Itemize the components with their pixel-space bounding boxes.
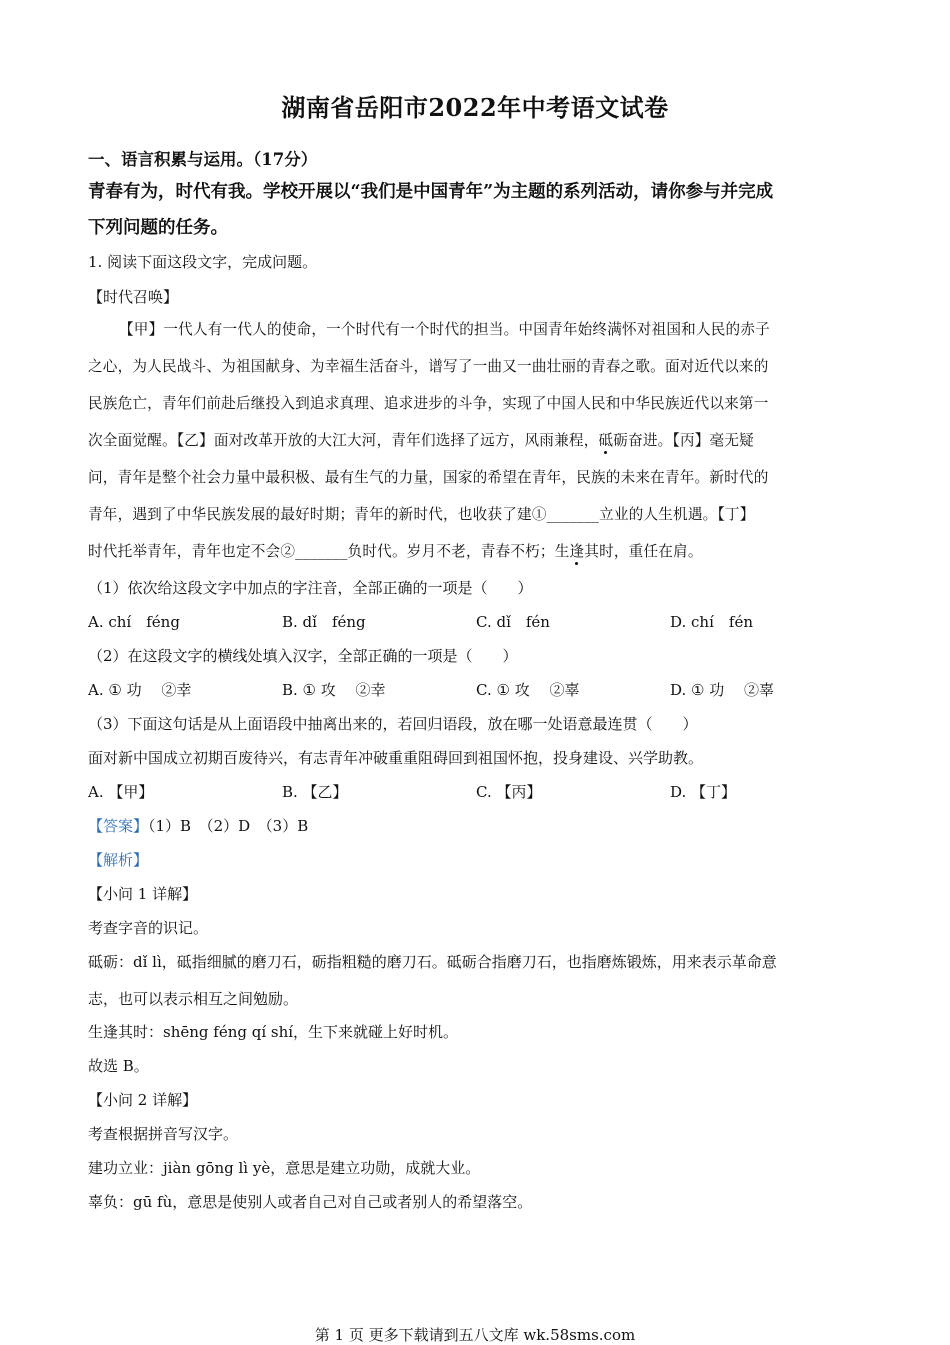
detail-1-line: 考查字音的识记。 [88,919,209,937]
sub3-option-d: D. 【丁】 [670,783,737,801]
question-1-stem: 1. 阅读下面这段文字，完成问题。 [88,253,318,271]
dotted-char-feng: 逢 [570,540,585,561]
sub-question-1: （1）依次给这段文字中加点的字注音，全部正确的一项是（ ） [88,579,533,597]
section-heading: 一、语言积累与运用。（17分） [88,150,318,169]
passage-line-4 [88,429,754,450]
passage-line-7-a: 时代托举青年，青年也定不会②_______负时代。岁月不老，青春不朽；生 [88,543,570,560]
passage-line-6: 青年，遇到了中华民族发展的最好时期；青年的新时代，也收获了建①_______立业的人生机遇。【丁】 [88,506,755,523]
answer-text: （1）B （2）D （3）B [148,817,309,835]
passage-line-7-b: 其时，重任在肩。 [584,543,703,560]
dotted-char-di: 砥 [598,429,613,450]
passage-line-1: 【甲】一代人有一代人的使命，一个时代有一个时代的担当。中国青年始终满怀对祖国和人民的赤子 [119,321,770,338]
sub2-option-c: C. ① 攻 ②辜 [476,681,580,699]
sub1-option-b: B. dǐ féng [282,613,366,631]
passage-line-5: 问，青年是整个社会力量中最积极、最有生气的力量，国家的希望在青年，民族的未来在青年。新时代的 [88,469,769,486]
passage-tag: 【时代召唤】 [88,288,179,306]
intro-line-2: 下列问题的任务。 [88,218,228,238]
page-title: 湖南省岳阳市2022年中考语文试卷 [281,93,669,122]
sub2-option-b: B. ① 攻 ②幸 [282,681,386,699]
passage-line-4-a: 次全面觉醒。【乙】面对改革开放的大江大河，青年们选择了远方，风雨兼程， [88,432,599,449]
detail-1-label: 【小问 1 详解】 [88,885,198,903]
detail-2-line: 建功立业：jiàn gōng lì yè，意思是建立功勋，成就大业。 [88,1159,481,1177]
detail-2-line: 辜负：gū fù，意思是使别人或者自己对自己或者别人的希望落空。 [88,1193,533,1211]
page-footer: 第 1 页 更多下载请到五八文库 wk.58sms.com [314,1326,636,1344]
sub3-option-c: C. 【丙】 [476,783,542,801]
intro-line-1: 青春有为，时代有我。学校开展以“我们是中国青年”为主题的系列活动，请你参与并完成 [88,182,774,202]
detail-2-line: 考查根据拼音写汉字。 [88,1125,239,1143]
detail-1-line: 生逢其时：shēng féng qí shí，生下来就碰上好时机。 [88,1023,459,1041]
passage-line-3: 民族危亡，青年们前赴后继投入到追求真理、追求进步的斗争，实现了中国人民和中华民族近代以来第一 [88,395,769,412]
sub-question-3: （3）下面这句话是从上面语段中抽离出来的，若回归语段，放在哪一处语意最连贯（ ） [88,715,698,733]
analysis-label: 【解析】 [88,851,149,869]
detail-2-label: 【小问 2 详解】 [88,1091,198,1109]
sub3-option-a: A. 【甲】 [88,783,154,801]
passage-line-2: 之心，为人民战斗、为祖国献身、为幸福生活奋斗，谱写了一曲又一曲壮丽的青春之歌。面对近代以来的 [88,358,769,375]
sub2-option-a: A. ① 功 ②幸 [88,681,192,699]
sub3-sentence: 面对新中国成立初期百废待兴，有志青年冲破重重阻碍回到祖国怀抱，投身建设、兴学助教。 [88,749,704,767]
answer-line [88,815,308,836]
sub-question-2: （2）在这段文字的横线处填入汉字，全部正确的一项是（ ） [88,647,518,665]
detail-1-line: 故选 B。 [88,1057,149,1075]
sub1-option-c: C. dǐ fén [476,613,550,631]
sub3-option-b: B. 【乙】 [282,783,348,801]
passage-line-4-b: 砺奋进。【丙】毫无疑 [613,432,754,449]
sub1-option-a: A. chí féng [88,613,180,631]
sub1-option-d: D. chí fén [670,613,753,631]
detail-1-line: 砥砺：dǐ lì，砥指细腻的磨刀石，砺指粗糙的磨刀石。砥砺合指磨刀石，也指磨炼锻炼，用来表示革命意 [88,953,777,971]
passage-line-7 [88,540,703,561]
detail-1-line: 志，也可以表示相互之间勉励。 [88,990,299,1008]
sub2-option-d: D. ① 功 ②辜 [670,681,775,699]
answer-label: 【答案】 [88,817,149,835]
